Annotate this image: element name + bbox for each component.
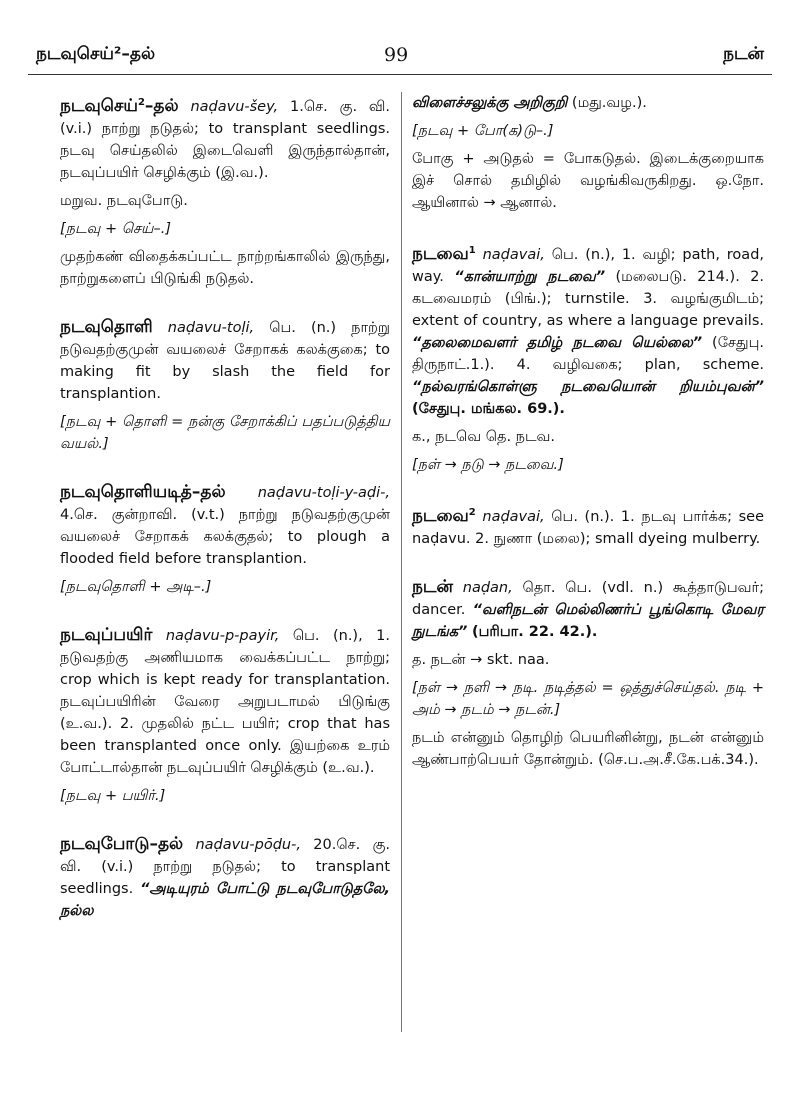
headword: நடவுப்பயிர் <box>60 624 153 645</box>
grammar: பெ. (n.) <box>269 319 337 336</box>
right-column <box>412 92 764 797</box>
entry-nadavutholiyadi <box>60 481 390 598</box>
synonym: மறுவ. நடவுபோடு. <box>60 192 188 209</box>
entry-nadavutholi <box>60 316 390 455</box>
transliteration: naḍavu-toḷi, <box>167 319 255 336</box>
sense-4: 4. வழிவகை; plan, scheme. <box>516 356 765 373</box>
entry-nadavai-2 <box>412 502 764 550</box>
quotation: விளைச்சலுக்கு அறிகுறி <box>412 95 568 111</box>
definition: நாற்று நடுவதற்குமுன் வயலைச் சேறாகக் கலக்குகை; to making fit by slash the field for transplantion. <box>60 319 391 402</box>
running-head-right: நடன் <box>723 44 764 64</box>
etymology: [நடவுதொளி + அடி–.] <box>60 578 212 595</box>
definition: நாற்று நடுதல்; to transplant seedlings. நடவு செய்தலில் இடைவெளி இருந்தால்தான், நடவுப்பயிர் செழிக்கும் (இ.வ.). <box>60 120 390 181</box>
headword-suffix: –தல் <box>144 95 179 116</box>
quotation-2: “தலைமைவளர் தமிழ் நடவை யெல்லை” <box>412 334 703 351</box>
transliteration: naḍavai, <box>482 246 545 263</box>
transliteration: naḍavai, <box>482 508 545 525</box>
grammar: 1.செ. கு. வி. (v.i.) <box>60 98 391 137</box>
entry-nadavuppayir <box>60 624 390 807</box>
transliteration: naḍavu-toḷi-y-aḍi-, <box>257 484 390 501</box>
etymology: [நடவு + செய்–.] <box>60 220 172 237</box>
headword: நடவுசெய் <box>60 95 138 116</box>
homonym-number: 1 <box>468 245 476 256</box>
page-number: 99 <box>384 44 409 66</box>
quotation-1: “கான்யாற்று நடவை” <box>454 268 606 285</box>
entry-nadavupodu <box>60 833 390 922</box>
quotation-3: “நல்வரங்கொள்ளு நடவையொன் றியம்புவன்” <box>412 378 764 395</box>
citation-1: (மலைபடு. 214.). <box>615 268 740 285</box>
headword: நடன் <box>412 576 453 597</box>
homonym-number: 2 <box>137 97 145 108</box>
citation: (மது.வழ.). <box>571 95 647 111</box>
definition: கூத்தாடுபவர்; dancer. <box>412 579 764 618</box>
grammar: பெ. (n.), <box>551 246 615 263</box>
grammar: தொ. பெ. (vdl. n.) <box>522 579 664 596</box>
grammar: 20.செ. கு. வி. (v.i.) <box>60 836 390 875</box>
transliteration: naḍan, <box>462 579 513 596</box>
sense-1: 1. வழி; path, road, way. <box>412 246 765 285</box>
headword: நடவை <box>412 243 469 264</box>
headword: நடவுதொளி <box>60 316 153 337</box>
left-column <box>60 92 390 948</box>
citation-2: (சேதுபு. திருநாட்.1.). <box>412 334 764 373</box>
headword: நடவுதொளியடித்–தல் <box>60 481 226 502</box>
sense-2-3: 2. கடவைமரம் (பிங்.); turnstile. 3. வழங்குமிடம்; extent of country, as where a language prevails. <box>412 268 765 329</box>
column-divider <box>401 92 402 1032</box>
headword: நடவுபோடு–தல் <box>60 833 184 854</box>
definition: 1. நடவு பார்க்க; see naḍavu. 2. நுணா (மலை); small dyeing mulberry. <box>412 508 765 547</box>
cognates: க., நடவெ தெ. நடவ. <box>412 428 555 445</box>
cognates: த. நடன் → skt. naa. <box>412 651 550 668</box>
entry-nadavusey <box>60 92 390 290</box>
note: போகு + அடுதல் = போகடுதல். இடைக்குறையாக இச் சொல் தமிழில் வழங்கிவருகிறது. ஒ.நோ. ஆயினால் → ஆனால். <box>412 151 764 211</box>
etymology: [நள் → நடு → நடவை.] <box>412 456 564 473</box>
citation: (பரிபா. 22. 42.). <box>472 623 598 640</box>
headword: நடவை <box>412 505 469 526</box>
page-header <box>0 44 800 74</box>
grammar: 4.செ. குன்றாவி. (v.t.) <box>60 506 225 523</box>
etymology: [நள் → நளி → நடி. நடித்தல் = ஒத்துச்செய்தல். நடி + அம் → நடம் → நடன்.] <box>412 679 764 718</box>
etymology: [நடவு + பயிர்.] <box>60 787 166 804</box>
homonym-number: 2 <box>468 506 476 518</box>
grammar: பெ. (n.). <box>551 508 615 525</box>
header-rule <box>28 74 772 75</box>
etymology: [நடவு + போ(க)டு–.] <box>412 123 554 139</box>
transliteration: naḍavu-p-payir, <box>165 627 280 644</box>
quotation: “அடியுரம் போட்டு நடவுபோடுதலே, நல்ல <box>60 880 390 919</box>
entry-continuation <box>412 92 764 214</box>
running-head-left: நடவுசெய்²–தல் <box>36 44 156 64</box>
entry-nadavai-1 <box>412 240 764 476</box>
quotation: “வளிநடன் மெல்லிணர்ப் பூங்கொடி மேவர நுடங்க” <box>412 601 764 640</box>
transliteration: naḍavu-šey, <box>190 98 279 115</box>
entry-nadan <box>412 576 764 771</box>
note: முதற்கண் விதைக்கப்பட்ட நாற்றங்காலில் இருந்து, நாற்றுகளைப் பிடுங்கி நடுதல். <box>60 248 390 287</box>
definition: நாற்று நடுவதற்குமுன் வயலைச் சேறாகக் கலக்குதல்; to plough a flooded field before transplantion. <box>60 506 390 567</box>
definition: 1. நடுவதற்கு அணியமாக வைக்கப்பட்ட நாற்று; crop which is kept ready for transplantation. நடவுப்பயிரின் வேரை அறுபடாமல் பிடுங்கு (உ.வ.). 2. முதலில் நட்ட பயிர்; crop that has been transplanted once only. இயற்கை உரம் போட்டால்தான் நடவுப்பயிர் செழிக்கும் (உ.வ.). <box>60 627 391 776</box>
grammar: பெ. (n.), <box>292 627 363 644</box>
transliteration: naḍavu-pōḍu-, <box>195 836 301 853</box>
note: நடம் என்னும் தொழிற் பெயரினின்று, நடன் என்னும் ஆண்பாற்பெயர் தோன்றும். (செ.ப.அ.சீ.கே.பக்.34.). <box>412 729 764 768</box>
citation-3: (சேதுபு. மங்கல. 69.). <box>412 400 565 417</box>
definition: நாற்று நடுதல்; to transplant seedlings. <box>60 858 391 897</box>
etymology: [நடவு + தொளி = நன்கு சேறாக்கிப் பதப்படுத்திய வயல்.] <box>60 413 390 452</box>
